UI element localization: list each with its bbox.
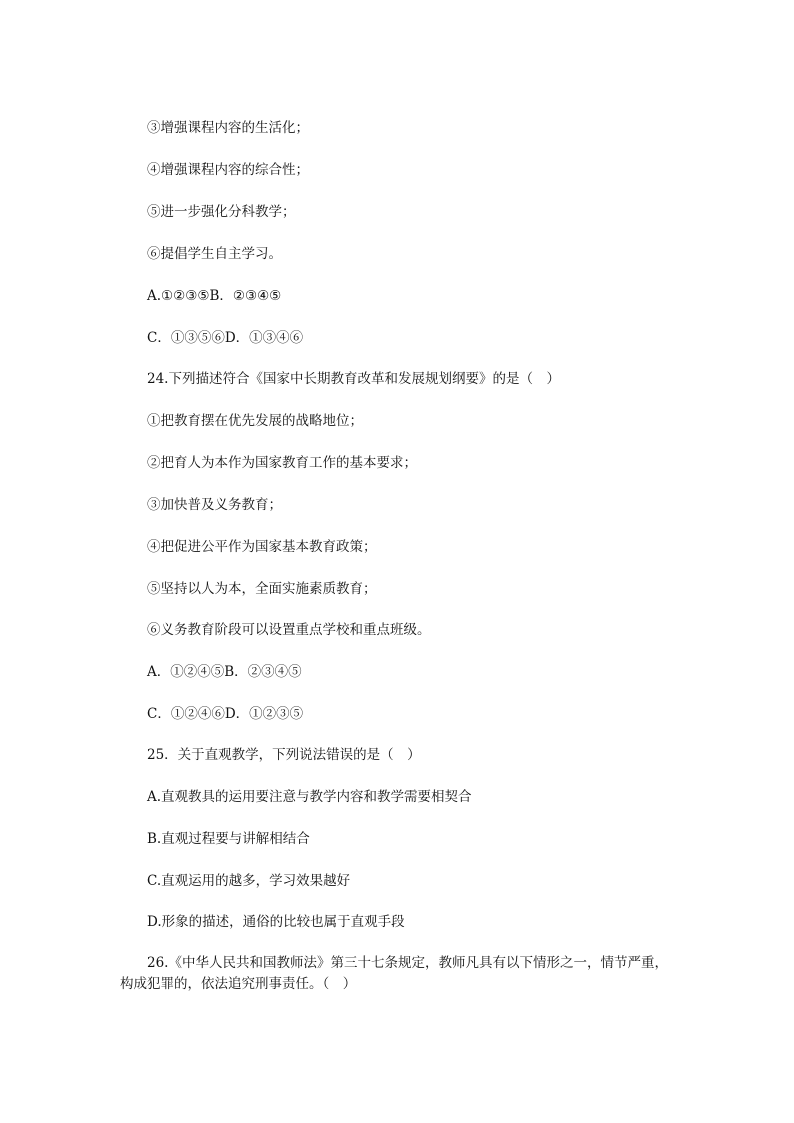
question-25: 25．关于直观教学，下列说法错误的是（ ）	[147, 747, 421, 763]
option-line-5: ⑤进一步强化分科教学；	[147, 204, 296, 220]
q24-choices-cd: C．①②④⑥D．①②③⑤	[147, 706, 304, 722]
q24-item-2: ②把育人为本作为国家教育工作的基本要求；	[147, 455, 417, 471]
q24-item-1: ①把教育摆在优先发展的战略地位；	[147, 413, 363, 429]
q24-item-4: ④把促进公平作为国家基本教育政策；	[147, 539, 377, 555]
answer-choices-ab: A.①②③⑤B．②③④⑤	[147, 288, 282, 304]
q24-item-3: ③加快普及义务教育；	[147, 497, 282, 513]
q24-item-5: ⑤坚持以人为本，全面实施素质教育；	[147, 581, 377, 597]
option-line-6: ⑥提倡学生自主学习。	[147, 246, 282, 262]
q24-choices-ab: A．①②④⑤B．②③④⑤	[147, 664, 302, 680]
question-24: 24.下列描述符合《国家中长期教育改革和发展规划纲要》的是（ ）	[147, 371, 560, 387]
question-26: 26.《中华人民共和国教师法》第三十七条规定，教师凡具有以下情形之一，情节严重，构成犯罪的，依法追究刑事责任。（ ）	[120, 955, 668, 992]
q25-option-b: B.直观过程要与讲解相结合	[147, 831, 310, 847]
option-line-4: ④增强课程内容的综合性；	[147, 162, 309, 178]
q25-option-d: D.形象的描述，通俗的比较也属于直观手段	[147, 914, 405, 930]
q24-item-6: ⑥义务教育阶段可以设置重点学校和重点班级。	[147, 622, 431, 638]
answer-choices-cd: C．①③⑤⑥D．①③④⑥	[147, 330, 304, 346]
q25-option-c: C.直观运用的越多，学习效果越好	[147, 873, 351, 889]
q25-option-a: A.直观教具的运用要注意与教学内容和教学需要相契合	[147, 789, 472, 805]
option-line-3: ③增强课程内容的生活化；	[147, 120, 309, 136]
